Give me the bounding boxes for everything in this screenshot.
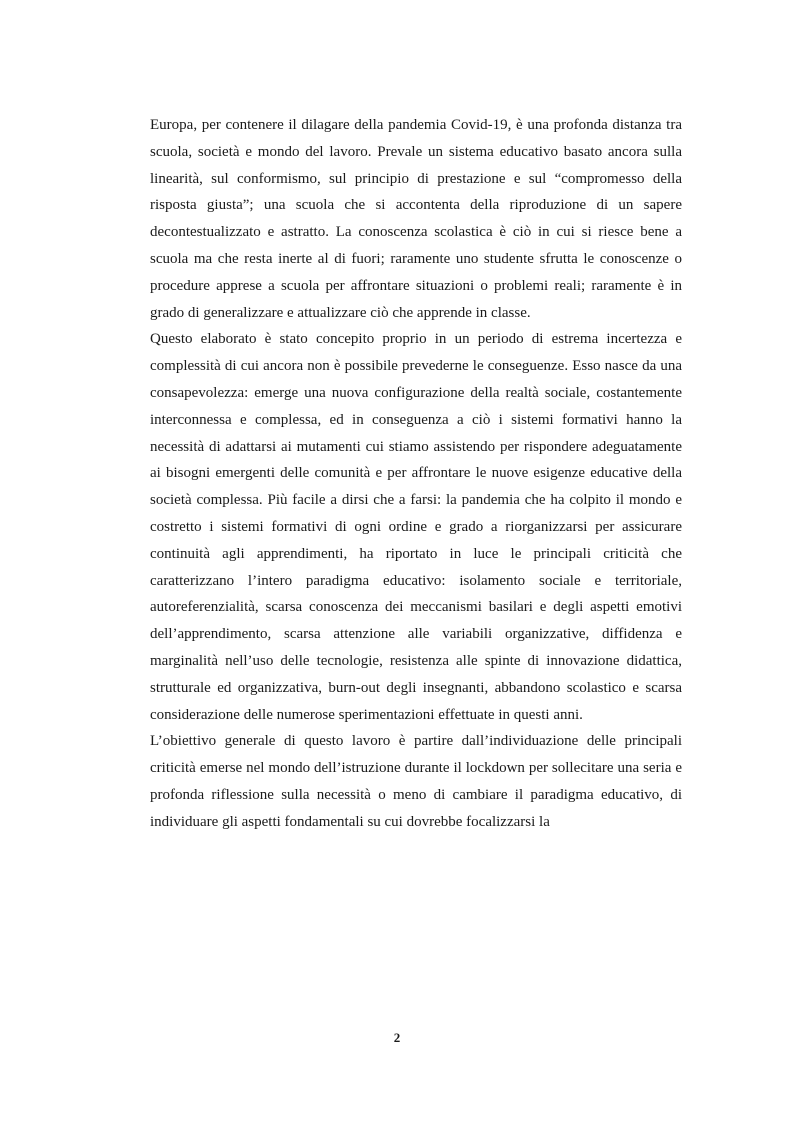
- paragraph-2: Questo elaborato è stato concepito proprio in un periodo di estrema incertezza e complessità di cui ancora non è possibile prevederne le conseguenze. Esso nasce da una consapevolezza: emerge una nuova configurazione della realtà sociale, costantemente interconnessa e complessa, ed in conseguenza a ciò i sistemi formativi hanno la necessità di adattarsi ai mutamenti cui stiamo assistendo per rispondere adeguatamente ai bisogni emergenti delle comunità e per affrontare le nuove esigenze educative della società complessa. Più facile a dirsi che a farsi: la pandemia che ha colpito il mondo e costretto i sistemi formativi di ogni ordine e grado a riorganizzarsi per assicurare continuità agli apprendimenti, ha riportato in luce le principali criticità che caratterizzano l’intero paradigma educativo: isolamento sociale e territoriale, autoreferenzialità, scarsa conoscenza dei meccanismi basilari e degli aspetti emotivi dell’apprendimento, scarsa attenzione alle variabili organizzative, diffidenza e marginalità nell’uso delle tecnologie, resistenza alle spinte di innovazione didattica, strutturale ed organizzativa, burn-out degli insegnanti, abbandono scolastico e scarsa considerazione delle numerose sperimentazioni effettuate in questi anni.: [150, 331, 682, 723]
- paragraph-3: L’obiettivo generale di questo lavoro è partire dall’individuazione delle principali criticità emerse nel mondo dell’istruzione durante il lockdown per sollecitare una seria e profonda riflessione sulla necessità o meno di cambiare il paradigma educativo, di individuare gli aspetti fondamentali su cui dovrebbe focalizzarsi la: [150, 733, 682, 830]
- body-text: [150, 112, 682, 836]
- paragraph-1: Europa, per contenere il dilagare della pandemia Covid-19, è una profonda distanza tra scuola, società e mondo del lavoro. Prevale un sistema educativo basato ancora sulla linearità, sul conformismo, sul principio di prestazione e sul “compromesso della risposta giusta”; una scuola che si accontenta della riproduzione di un sapere decontestualizzato e astratto. La conoscenza scolastica è ciò in cui si riesce bene a scuola ma che resta inerte al di fuori; raramente uno studente sfrutta le conoscenze o procedure apprese a scuola per affrontare situazioni o problemi reali; raramente è in grado di generalizzare e attualizzare ciò che apprende in classe.: [150, 117, 682, 321]
- page-number: 2: [393, 1030, 401, 1045]
